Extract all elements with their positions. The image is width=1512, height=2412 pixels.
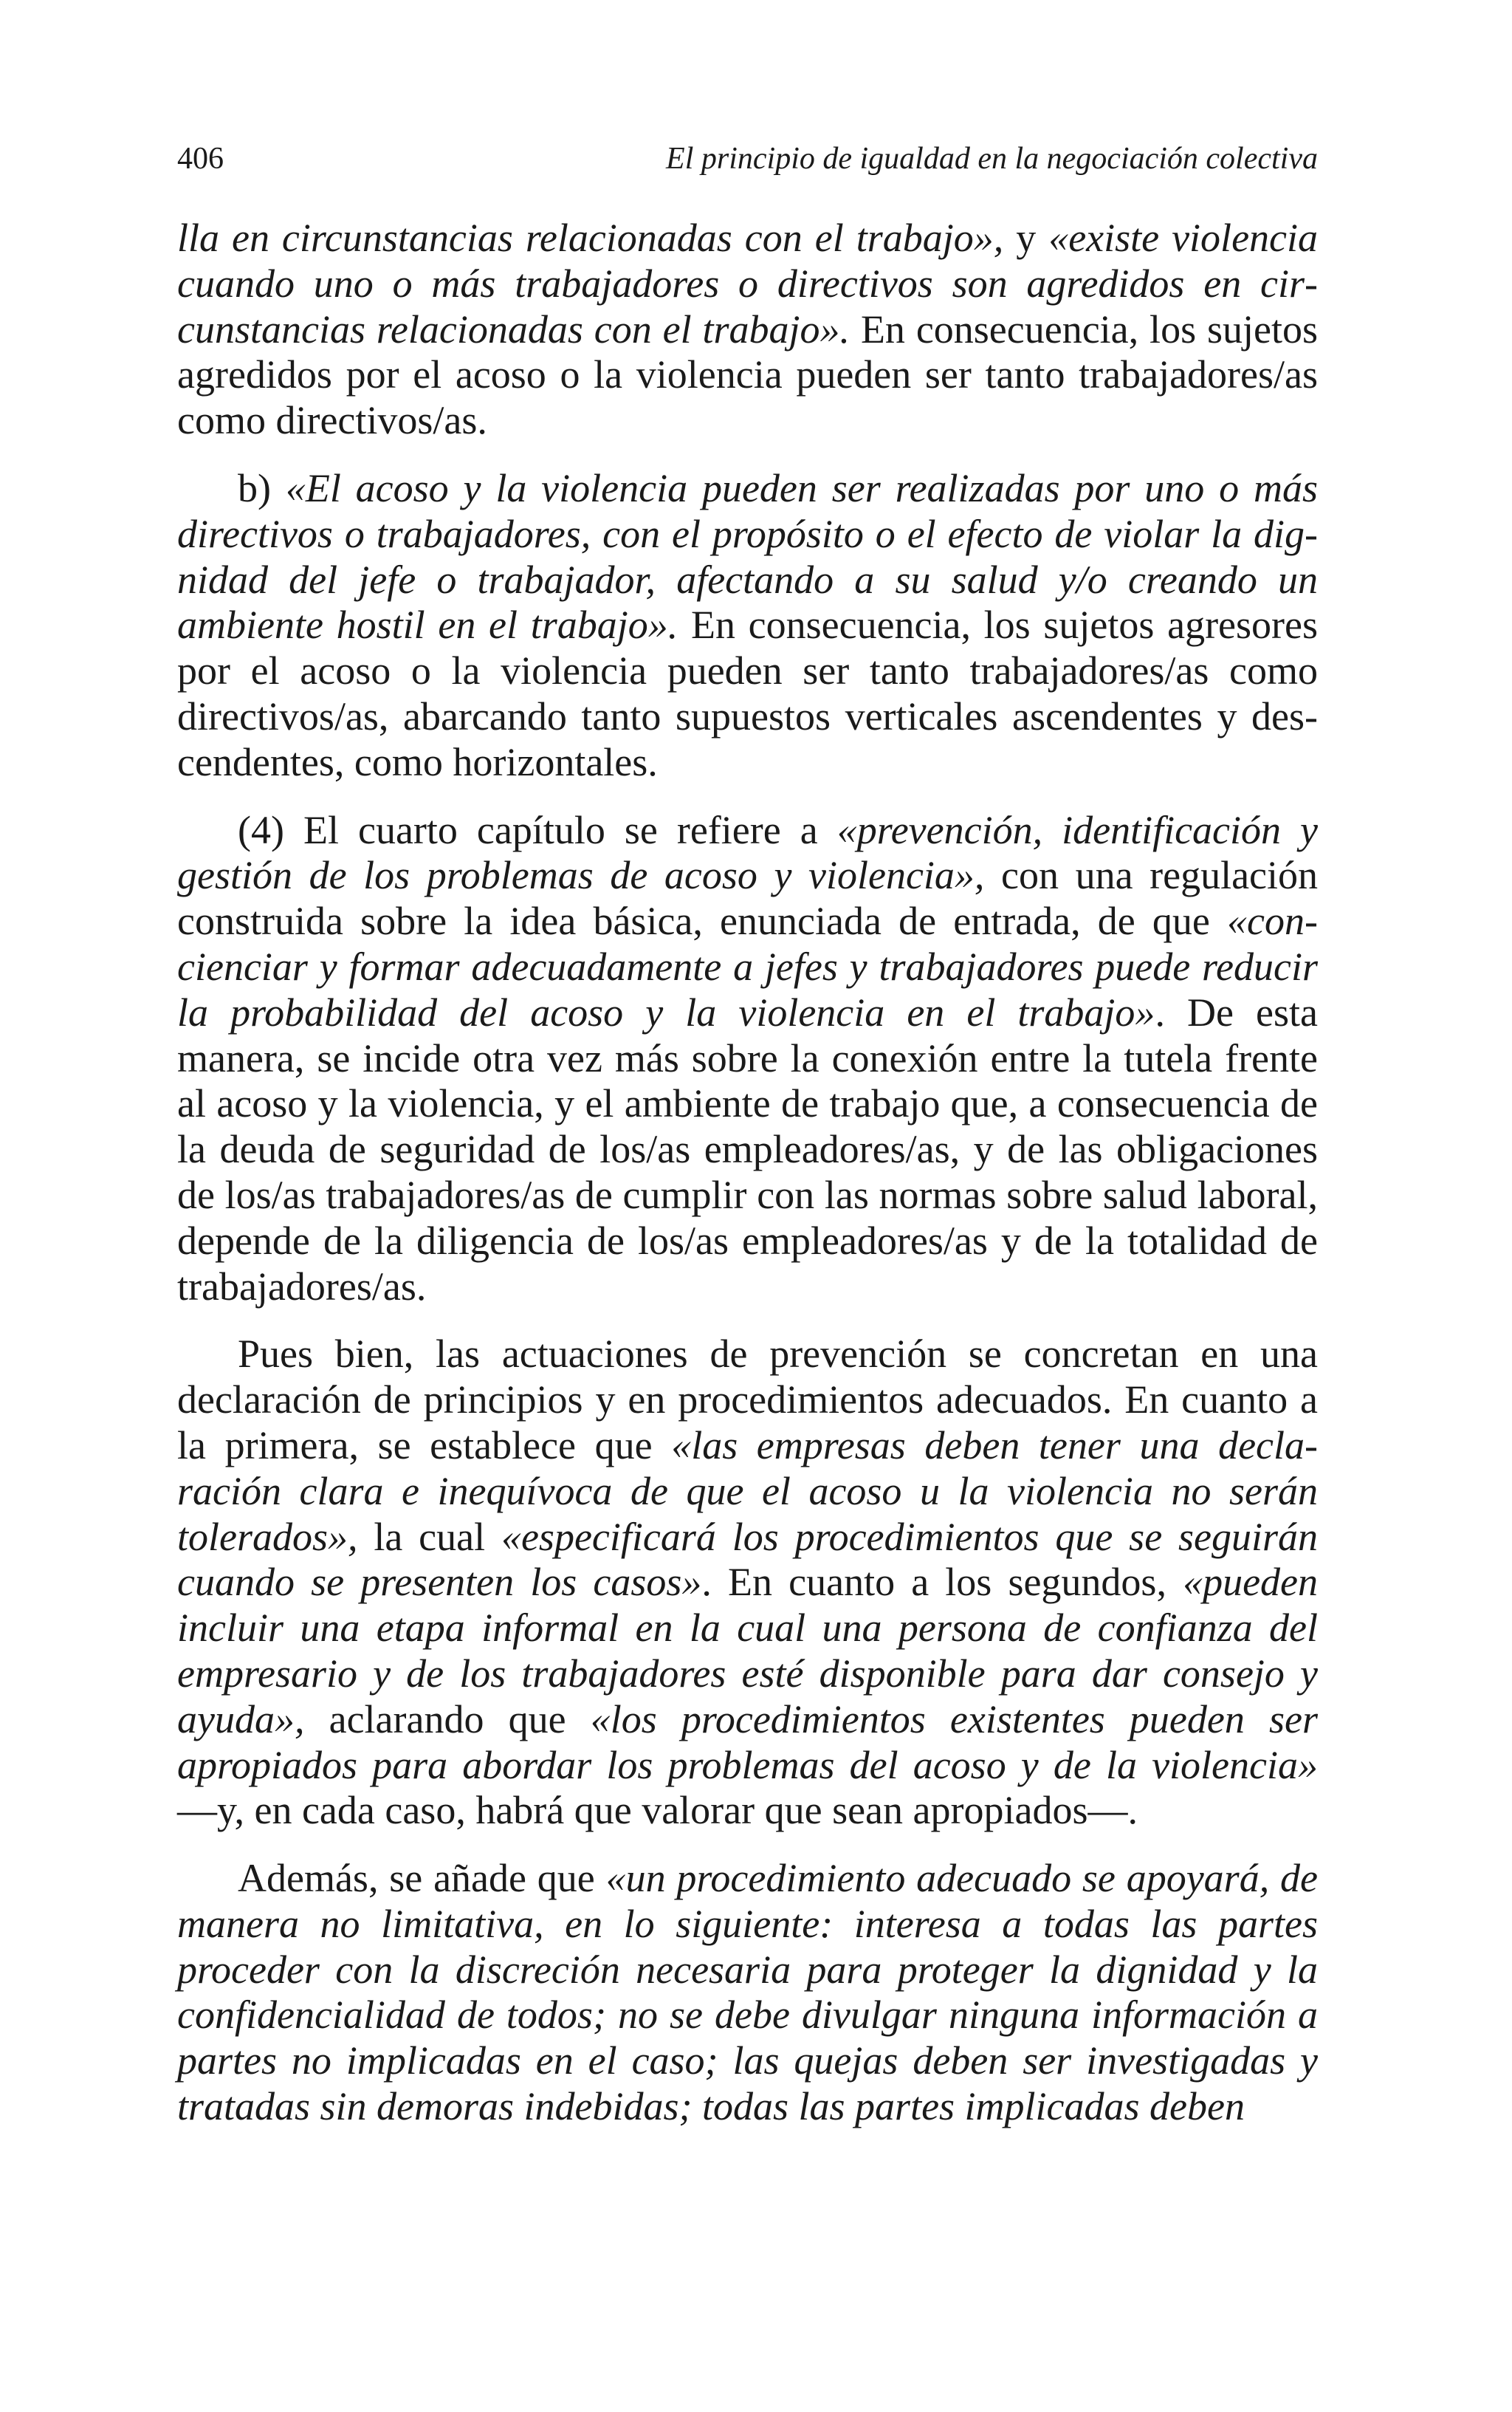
italic-quote: «especificará los procedimientos que se seguirán cuando se presenten los casos»	[177, 1514, 1318, 1605]
text-run: con una regulación construida sobre la idea básica, enunciada de entrada, de que	[177, 853, 1319, 944]
text-run: En consecuencia, los sujetos agredidos por el acoso o la violencia pueden ser tanto trabajadores/as como directivos/as.	[177, 306, 1318, 443]
book-page	[177, 137, 1318, 2130]
italic-quote: «pueden incluir una etapa informal en la cual una persona de confianza del empresario y de los trabajadores esté disponible para dar consejo y ayuda»,	[177, 1560, 1318, 1741]
paragraph	[177, 466, 1318, 786]
text-run: y	[1003, 216, 1049, 260]
page-number: 406	[177, 142, 224, 176]
italic-quote: «los procedimientos existentes pueden ser apropiados para abordar los problemas del acoso y de la violencia»	[177, 1696, 1318, 1787]
text-run: (4) El cuarto capítulo se refiere a	[238, 807, 837, 852]
italic-quote: «un procedimiento adecuado se apoyará, de manera no limitativa, en lo siguiente: interesa a todas las partes proceder con la discreción necesaria para proteger la dignidad y la confidencialidad de todos; no se debe divulgar ninguna información a partes no implicadas en el caso; las quejas deben ser investigadas y tratadas sin demoras indebidas; todas las partes implicadas deben	[177, 1856, 1318, 2129]
italic-quote: lla en circunstancias relacionadas con el trabajo»,	[177, 216, 1004, 260]
italic-quote: «El acoso y la violencia pueden ser realizadas por uno o más directivos o trabajadores, con el propósito o el efecto de violar la dignidad del jefe o trabajador, afectando a su salud y/o creando un ambiente hostil en el trabajo».	[177, 465, 1319, 648]
body-text	[177, 216, 1318, 2130]
text-run: la cual	[357, 1514, 501, 1559]
paragraph	[177, 1332, 1318, 1834]
text-run: . En cuanto a los segundos,	[701, 1560, 1183, 1605]
running-header	[177, 137, 1318, 181]
text-run: aclarando que	[304, 1696, 591, 1741]
text-run: Pues bien, las actuaciones de prevención se concretan en una declaración de principios y en procedimientos adecuados. En cuanto a la primera, se establece que	[177, 1332, 1318, 1467]
italic-quote: «las empresas deben tener una declaración clara e inequívoca de que el acoso u la violencia no serán tolerados»,	[177, 1422, 1318, 1559]
text-run: —y, en cada caso, habrá que valorar que sean apropiados—.	[177, 1788, 1138, 1833]
text-run: b)	[238, 465, 286, 510]
paragraph	[177, 216, 1318, 444]
italic-quote: «prevención, identificación y gestión de los problemas de acoso y violencia»,	[177, 807, 1318, 898]
italic-quote: «concienciar y formar adecuadamente a jefes y trabajadores puede reducir la probabilidad del acoso y la violencia en el trabajo»	[177, 899, 1318, 1035]
text-run: En consecuencia, los sujetos agresores por el acoso o la violencia pueden ser tanto trabajadores/as como directivos/as, abarcando tanto supuestos verticales ascendentes y descendentes, como horizontales.	[177, 603, 1319, 784]
paragraph	[177, 808, 1318, 1310]
italic-quote: «existe violencia cuando uno o más trabajadores o directivos son agredidos en circunstancias relacionadas con el trabajo».	[177, 216, 1319, 352]
text-run: . De esta manera, se incide otra vez más sobre la conexión entre la tutela frente al acoso y la violencia, y el ambiente de trabajo que, a consecuencia de la deuda de seguridad de los/as empleadores/as, y de las obligaciones de los/as trabajadores/as de cumplir con las normas sobre salud laboral, depende de la diligencia de los/as empleadores/as y de la totalidad de trabajadores/as.	[177, 990, 1318, 1309]
paragraph	[177, 1856, 1318, 2130]
text-run: Además, se añade que	[238, 1856, 606, 1901]
running-title: El principio de igualdad en la negociación colectiva	[666, 142, 1318, 176]
